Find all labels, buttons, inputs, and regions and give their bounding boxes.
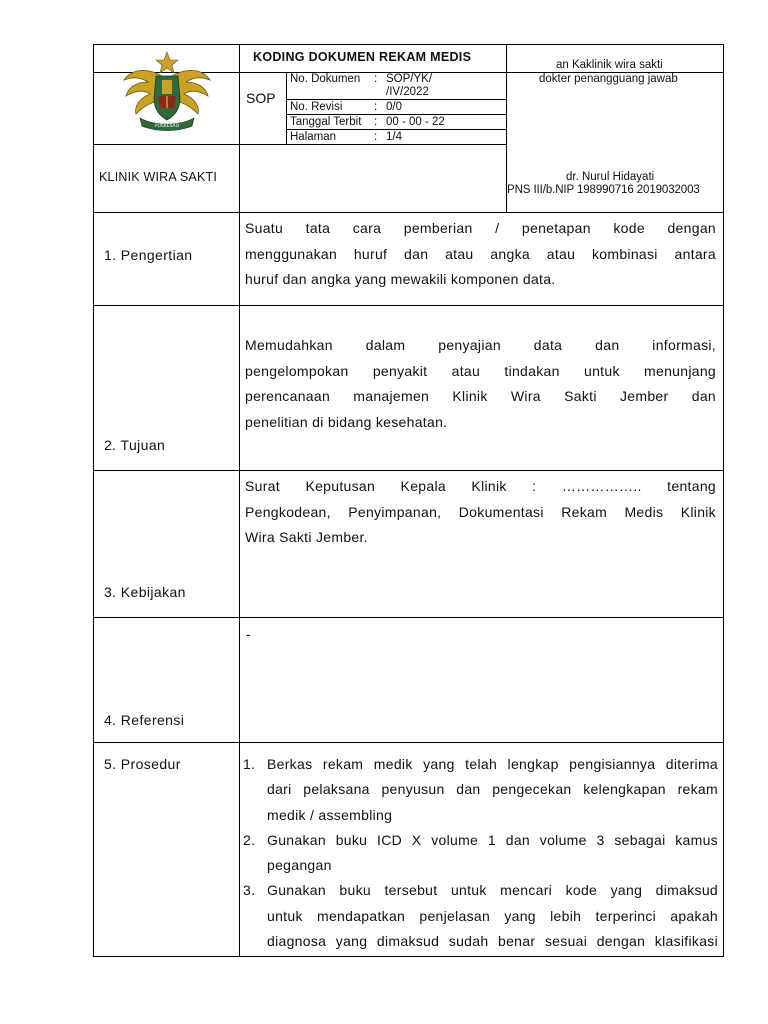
meta-label-no-dokumen: No. Dokumen xyxy=(290,73,361,85)
kebijakan-text xyxy=(245,474,716,551)
logo-row-bottom xyxy=(93,144,506,145)
pengertian-text xyxy=(245,216,716,293)
meta-line-3 xyxy=(286,129,506,130)
text-line: dari pelaksana penyusun dan pengecekan kelengkapan rekam xyxy=(267,781,718,798)
header-bottom xyxy=(93,212,724,213)
meta-sep-halaman: : xyxy=(374,131,378,143)
border-top xyxy=(93,44,724,45)
meta-label-tanggal-terbit: Tanggal Terbit xyxy=(290,116,362,128)
text-line: Berkas rekam medik yang telah lengkap pengisiannya diterima xyxy=(267,756,718,772)
referensi-text: - xyxy=(246,626,252,642)
meta-line-1 xyxy=(286,99,506,100)
text-line: Memudahkan dalam penyajian data dan informasi, xyxy=(245,337,716,353)
meta-sep-tanggal-terbit: : xyxy=(374,116,378,128)
step-number: 3. xyxy=(243,882,256,899)
section-label-kebijakan: 3. Kebijakan xyxy=(104,584,186,600)
text-line: Gunakan buku ICD X volume 1 dan volume 3 sebagai kamus xyxy=(267,831,718,848)
meta-value-tanggal-terbit: 00 - 00 - 22 xyxy=(386,116,445,128)
clinic-logo xyxy=(118,50,216,136)
text-line: Gunakan buku tersebut untuk mencari kode yang dimaksud xyxy=(267,882,718,899)
tujuan-text xyxy=(245,333,716,435)
border-left xyxy=(93,44,94,957)
approver-nip: PNS III/b.NIP 198990716 2019032003 xyxy=(507,184,700,196)
svg-text:PUSKESAD: PUSKESAD xyxy=(154,124,180,129)
text-line: Pengkodean, Penyimpanan, Dokumentasi Rekam Medis Klinik xyxy=(245,503,716,520)
meta-value-no-dokumen-2: /IV/2022 xyxy=(386,86,429,98)
meta-line-2 xyxy=(286,114,506,115)
sop-divider xyxy=(286,72,287,144)
eagle-emblem-icon xyxy=(118,50,216,136)
label-column-divider xyxy=(239,44,240,957)
text-line: penelitian di bidang kesehatan. xyxy=(245,413,448,430)
meta-value-no-dokumen: SOP/YK/ xyxy=(386,73,433,85)
text-line: pegangan xyxy=(267,857,332,874)
step-number: 2. xyxy=(243,831,256,848)
text-line: Wira Sakti Jember. xyxy=(245,529,368,545)
text-line: untuk mendapatkan penjelasan yang lebih terperinci apakah xyxy=(267,907,718,924)
meta-value-halaman: 1/4 xyxy=(386,131,402,143)
approval-line-1: an Kaklinik wira sakti xyxy=(556,59,663,71)
clinic-name: KLINIK WIRA SAKTI xyxy=(99,170,218,184)
text-line: perencanaan manajemen Klinik Wira Sakti Jember dan xyxy=(245,388,716,404)
text-line: pengelompokan penyakit atau tindakan untuk menunjang xyxy=(245,362,716,379)
border-right xyxy=(723,44,724,957)
row-1-bottom xyxy=(93,305,724,306)
text-line: menggunakan huruf dan atau angka atau kombinasi antara xyxy=(245,245,716,262)
list-item xyxy=(243,878,718,954)
border-bottom xyxy=(93,956,724,957)
meta-label-halaman: Halaman xyxy=(290,131,337,143)
section-label-referensi: 4. Referensi xyxy=(104,712,185,728)
approval-line-2: dokter penangguang jawab xyxy=(539,73,678,85)
row-2-bottom xyxy=(93,470,724,471)
approver-name: dr. Nurul Hidayati xyxy=(566,171,655,183)
section-label-prosedur: 5. Prosedur xyxy=(104,756,181,772)
text-line: huruf dan angka yang mewakili komponen data. xyxy=(245,271,556,287)
document-title: KODING DOKUMEN REKAM MEDIS xyxy=(253,50,472,64)
row-3-bottom xyxy=(93,617,724,618)
step-number: 1. xyxy=(243,756,256,772)
meta-sep-no-dokumen: : xyxy=(374,73,378,85)
meta-label-no-revisi: No. Revisi xyxy=(290,101,343,113)
section-label-pengertian: 1. Pengertian xyxy=(104,247,193,263)
row-4-bottom xyxy=(93,742,724,743)
text-line: diagnosa yang dimaksud sudah benar sesuai dengan klasifikasi xyxy=(267,933,718,950)
prosedur-steps xyxy=(243,752,718,954)
meta-sep-no-revisi: : xyxy=(374,101,378,113)
meta-value-no-revisi: 0/0 xyxy=(386,101,402,113)
list-item xyxy=(243,828,718,879)
section-label-tujuan: 2. Tujuan xyxy=(104,437,166,453)
sop-label: SOP xyxy=(246,90,276,106)
list-item xyxy=(243,752,718,828)
text-line: medik / assembling xyxy=(267,806,393,823)
text-line: Surat Keputusan Kepala Klinik : …………….. tentang xyxy=(245,478,716,494)
text-line: Suatu tata cara pemberian / penetapan kode dengan xyxy=(245,220,716,236)
